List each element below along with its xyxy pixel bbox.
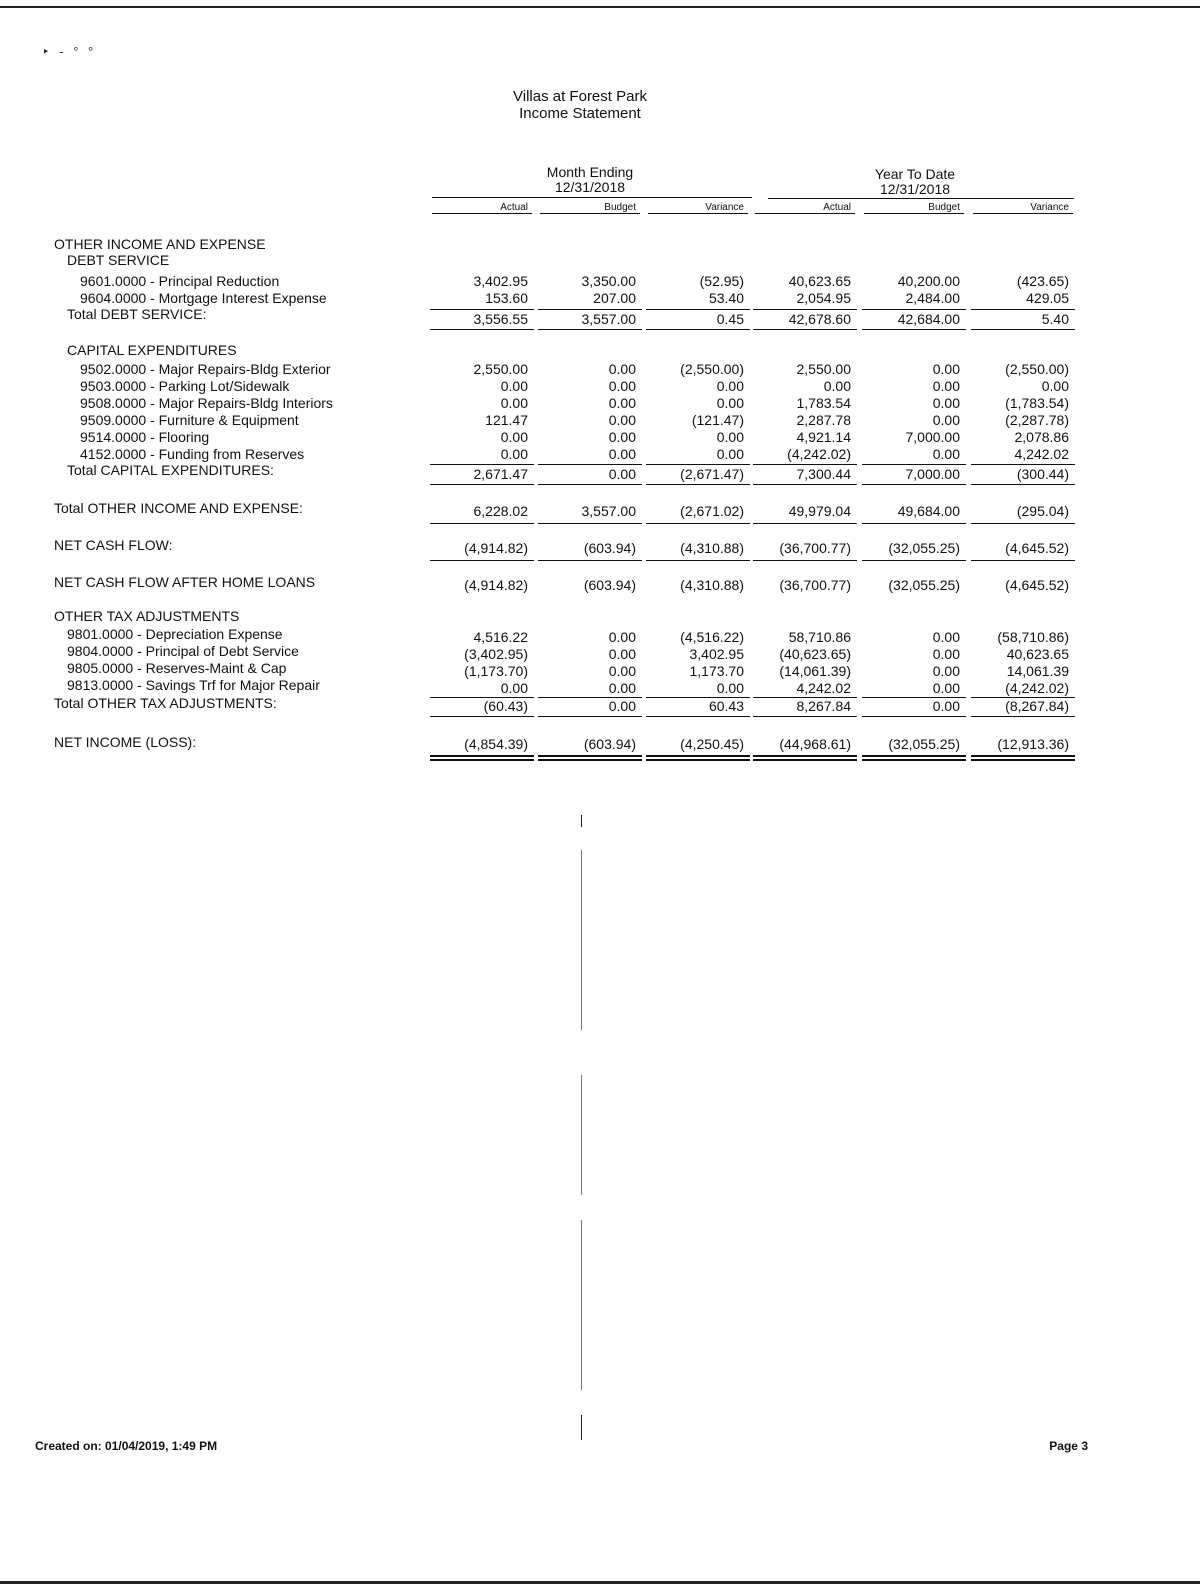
report-subtitle: Income Statement <box>519 105 641 122</box>
amount-cell: 121.47 <box>485 412 528 428</box>
total-amount-cell: 60.43 <box>708 698 744 714</box>
total-rule <box>862 523 966 524</box>
total-label: NET INCOME (LOSS): <box>54 734 197 750</box>
total-amount-cell: 0.45 <box>716 311 744 327</box>
amount-cell: (4,516.22) <box>680 629 744 645</box>
total-rule <box>971 484 1075 485</box>
total-amount-cell: 7,000.00 <box>905 466 960 482</box>
amount-cell: 40,623.65 <box>1006 646 1069 662</box>
total-rule <box>646 759 750 761</box>
amount-cell: 0.00 <box>932 629 960 645</box>
page-number: Page 3 <box>1049 1439 1088 1453</box>
amount-cell: 0.00 <box>608 646 636 662</box>
ytd-date: 12/31/2018 <box>879 181 951 197</box>
total-amount-cell: (603.94) <box>583 540 636 556</box>
total-rule <box>538 523 642 524</box>
total-rule <box>646 309 750 310</box>
total-rule <box>753 309 857 310</box>
total-amount-cell: 2,671.47 <box>473 466 528 482</box>
amount-cell: 0.00 <box>823 378 851 394</box>
row-label: 9502.0000 - Major Repairs-Bldg Exterior <box>80 361 331 377</box>
total-amount-cell: 3,557.00 <box>581 311 636 327</box>
column-header: Budget <box>604 202 636 213</box>
amount-cell: 0.00 <box>932 663 960 679</box>
total-amount-cell: 8,267.84 <box>796 698 851 714</box>
total-amount-cell: (32,055.25) <box>888 736 960 752</box>
amount-cell: 0.00 <box>608 429 636 445</box>
total-amount-cell: (300.44) <box>1016 466 1069 482</box>
total-amount-cell: (4,310.88) <box>680 577 744 593</box>
column-header-rule <box>973 213 1073 214</box>
amount-cell: 2,287.78 <box>796 412 851 428</box>
total-amount-cell: 49,684.00 <box>897 503 960 519</box>
row-label: 9503.0000 - Parking Lot/Sidewalk <box>80 378 290 394</box>
total-amount-cell: (2,671.02) <box>680 503 744 519</box>
total-amount-cell: 3,556.55 <box>473 311 528 327</box>
amount-cell: 3,402.95 <box>689 646 744 662</box>
amount-cell: 0.00 <box>608 361 636 377</box>
total-rule <box>646 484 750 485</box>
total-amount-cell: (4,854.39) <box>464 736 528 752</box>
amount-cell: 40,623.65 <box>788 273 851 289</box>
total-label: Total CAPITAL EXPENDITURES: <box>67 462 274 478</box>
total-amount-cell: (4,645.52) <box>1005 540 1069 556</box>
amount-cell: 0.00 <box>608 680 636 696</box>
total-amount-cell: (12,913.36) <box>997 736 1069 752</box>
total-rule <box>430 329 534 330</box>
total-rule <box>430 484 534 485</box>
total-amount-cell: (295.04) <box>1016 503 1069 519</box>
column-header: Variance <box>705 202 744 213</box>
ytd-label: Year To Date <box>874 166 956 182</box>
total-rule <box>753 329 857 330</box>
total-rule <box>971 464 1075 465</box>
amount-cell: 0.00 <box>500 680 528 696</box>
amount-cell: (3,402.95) <box>464 646 528 662</box>
row-label: 4152.0000 - Funding from Reserves <box>80 446 305 462</box>
amount-cell: 0.00 <box>500 446 528 462</box>
total-rule <box>538 759 642 761</box>
total-rule <box>753 716 857 717</box>
scan-artifact-line <box>581 850 582 1030</box>
amount-cell: 58,710.86 <box>788 629 851 645</box>
total-rule <box>430 755 534 757</box>
total-amount-cell: (4,310.88) <box>680 540 744 556</box>
amount-cell: 2,078.86 <box>1014 429 1069 445</box>
ytd-group-rule <box>768 198 1074 199</box>
amount-cell: 4,516.22 <box>473 629 528 645</box>
total-amount-cell: (4,645.52) <box>1005 577 1069 593</box>
total-rule <box>430 560 534 561</box>
amount-cell: 0.00 <box>1041 378 1069 394</box>
row-label: 9604.0000 - Mortgage Interest Expense <box>80 290 327 306</box>
amount-cell: 4,921.14 <box>796 429 851 445</box>
total-amount-cell: (4,250.45) <box>680 736 744 752</box>
amount-cell: 0.00 <box>608 378 636 394</box>
total-rule <box>862 329 966 330</box>
amount-cell: 0.00 <box>932 680 960 696</box>
column-header: Actual <box>823 202 851 213</box>
total-rule <box>862 464 966 465</box>
amount-cell: (14,061.39) <box>779 663 851 679</box>
scan-speck-marks: ‣ - ° ° <box>42 44 97 59</box>
scan-artifact-line <box>581 1075 582 1195</box>
column-header-rule <box>432 213 532 214</box>
row-label: 9508.0000 - Major Repairs-Bldg Interiors <box>80 395 333 411</box>
total-amount-cell: 42,684.00 <box>897 311 960 327</box>
amount-cell: 0.00 <box>716 680 744 696</box>
total-rule <box>753 464 857 465</box>
amount-cell: (1,783.54) <box>1005 395 1069 411</box>
total-rule <box>971 523 1075 524</box>
amount-cell: 0.00 <box>932 412 960 428</box>
total-amount-cell: (36,700.77) <box>779 577 851 593</box>
total-amount-cell: 49,979.04 <box>788 503 851 519</box>
amount-cell: 0.00 <box>608 446 636 462</box>
amount-cell: (52.95) <box>699 273 744 289</box>
total-amount-cell: (603.94) <box>583 736 636 752</box>
total-rule <box>430 309 534 310</box>
total-rule <box>753 759 857 761</box>
total-rule <box>971 759 1075 761</box>
column-header-rule <box>648 213 748 214</box>
total-amount-cell: 0.00 <box>932 698 960 714</box>
amount-cell: 0.00 <box>932 378 960 394</box>
total-rule <box>646 329 750 330</box>
amount-cell: 7,000.00 <box>905 429 960 445</box>
month-group-rule <box>432 197 752 198</box>
total-rule <box>753 523 857 524</box>
row-label: 9805.0000 - Reserves-Maint & Cap <box>67 660 287 676</box>
column-header: Actual <box>500 202 528 213</box>
scan-border-bottom <box>0 1581 1200 1584</box>
amount-cell: (58,710.86) <box>997 629 1069 645</box>
row-label: 9509.0000 - Furniture & Equipment <box>80 412 299 428</box>
amount-cell: 153.60 <box>485 290 528 306</box>
amount-cell: 0.00 <box>932 361 960 377</box>
total-rule <box>646 716 750 717</box>
total-rule <box>862 716 966 717</box>
total-rule <box>646 464 750 465</box>
total-amount-cell: 0.00 <box>608 466 636 482</box>
row-label: 9514.0000 - Flooring <box>80 429 210 445</box>
total-rule <box>538 309 642 310</box>
row-label: 9601.0000 - Principal Reduction <box>80 273 280 289</box>
total-amount-cell: (2,671.47) <box>680 466 744 482</box>
total-label: Total OTHER INCOME AND EXPENSE: <box>54 500 303 516</box>
amount-cell: (2,287.78) <box>1005 412 1069 428</box>
total-amount-cell: 42,678.60 <box>788 311 851 327</box>
amount-cell: 0.00 <box>932 646 960 662</box>
amount-cell: 429.05 <box>1026 290 1069 306</box>
total-rule <box>971 716 1075 717</box>
total-rule <box>862 759 966 761</box>
amount-cell: (4,242.02) <box>787 446 851 462</box>
amount-cell: 4,242.02 <box>796 680 851 696</box>
total-rule <box>430 716 534 717</box>
amount-cell: 0.00 <box>608 629 636 645</box>
total-amount-cell: 6,228.02 <box>473 503 528 519</box>
total-amount-cell: 7,300.44 <box>796 466 851 482</box>
column-header-rule <box>755 213 855 214</box>
total-rule <box>971 309 1075 310</box>
amount-cell: 0.00 <box>716 429 744 445</box>
amount-cell: 0.00 <box>716 378 744 394</box>
amount-cell: 2,484.00 <box>905 290 960 306</box>
amount-cell: 0.00 <box>500 429 528 445</box>
amount-cell: 53.40 <box>708 290 744 306</box>
amount-cell: 2,054.95 <box>796 290 851 306</box>
amount-cell: 207.00 <box>593 290 636 306</box>
total-rule <box>430 759 534 761</box>
subsection-title: CAPITAL EXPENDITURES <box>67 342 237 358</box>
column-header-rule <box>864 213 964 214</box>
amount-cell: (4,242.02) <box>1005 680 1069 696</box>
total-rule <box>538 464 642 465</box>
total-rule <box>862 560 966 561</box>
created-on: Created on: 01/04/2019, 1:49 PM <box>35 1439 218 1453</box>
amount-cell: 0.00 <box>608 412 636 428</box>
amount-cell: 1,173.70 <box>689 663 744 679</box>
total-label: Total OTHER TAX ADJUSTMENTS: <box>54 695 277 711</box>
amount-cell: 1,783.54 <box>796 395 851 411</box>
total-amount-cell: 3,557.00 <box>581 503 636 519</box>
total-rule <box>971 755 1075 757</box>
total-rule <box>538 755 642 757</box>
amount-cell: (423.65) <box>1016 273 1069 289</box>
total-rule <box>646 523 750 524</box>
total-rule <box>430 523 534 524</box>
amount-cell: (2,550.00) <box>680 361 744 377</box>
amount-cell: 2,550.00 <box>473 361 528 377</box>
total-amount-cell: 5.40 <box>1041 311 1069 327</box>
total-amount-cell: (4,914.82) <box>464 577 528 593</box>
row-label: 9813.0000 - Savings Trf for Major Repair <box>67 677 320 693</box>
amount-cell: 0.00 <box>932 395 960 411</box>
total-amount-cell: (32,055.25) <box>888 577 960 593</box>
total-rule <box>538 484 642 485</box>
total-rule <box>430 464 534 465</box>
total-rule <box>971 329 1075 330</box>
amount-cell: 2,550.00 <box>796 361 851 377</box>
amount-cell: 0.00 <box>608 395 636 411</box>
total-rule <box>862 309 966 310</box>
column-header: Budget <box>928 202 960 213</box>
total-rule <box>753 560 857 561</box>
amount-cell: (2,550.00) <box>1005 361 1069 377</box>
amount-cell: 0.00 <box>608 663 636 679</box>
amount-cell: 3,402.95 <box>473 273 528 289</box>
total-rule <box>753 484 857 485</box>
total-rule <box>538 716 642 717</box>
total-amount-cell: (44,968.61) <box>779 736 851 752</box>
total-label: NET CASH FLOW AFTER HOME LOANS <box>54 574 316 590</box>
amount-cell: (1,173.70) <box>464 663 528 679</box>
total-rule <box>646 755 750 757</box>
total-rule <box>646 560 750 561</box>
scan-artifact-line <box>581 815 582 827</box>
amount-cell: 0.00 <box>500 395 528 411</box>
total-rule <box>971 560 1075 561</box>
report-title: Villas at Forest Park <box>513 88 647 105</box>
total-amount-cell: (4,914.82) <box>464 540 528 556</box>
total-label: NET CASH FLOW: <box>54 537 173 553</box>
column-header-rule <box>540 213 640 214</box>
subsection-title: DEBT SERVICE <box>67 252 170 268</box>
row-label: 9801.0000 - Depreciation Expense <box>67 626 283 642</box>
amount-cell: (40,623.65) <box>779 646 851 662</box>
total-rule <box>862 484 966 485</box>
amount-cell: 0.00 <box>500 378 528 394</box>
section-title: OTHER TAX ADJUSTMENTS <box>54 608 240 624</box>
amount-cell: 40,200.00 <box>897 273 960 289</box>
scan-artifact-line <box>581 1220 582 1390</box>
amount-cell: (121.47) <box>691 412 744 428</box>
total-amount-cell: (32,055.25) <box>888 540 960 556</box>
total-label: Total DEBT SERVICE: <box>67 306 207 322</box>
total-rule <box>862 755 966 757</box>
total-rule <box>753 755 857 757</box>
amount-cell: 14,061.39 <box>1006 663 1069 679</box>
amount-cell: 0.00 <box>716 446 744 462</box>
section-title: OTHER INCOME AND EXPENSE <box>54 236 266 252</box>
month-ending-label: Month Ending <box>546 164 634 180</box>
total-rule <box>538 560 642 561</box>
amount-cell: 3,350.00 <box>581 273 636 289</box>
scan-artifact-line <box>581 1415 582 1440</box>
scan-border-top <box>0 6 1200 8</box>
total-rule <box>538 329 642 330</box>
month-ending-date: 12/31/2018 <box>554 179 626 195</box>
amount-cell: 0.00 <box>716 395 744 411</box>
total-amount-cell: 0.00 <box>608 698 636 714</box>
row-label: 9804.0000 - Principal of Debt Service <box>67 643 299 659</box>
total-amount-cell: (8,267.84) <box>1005 698 1069 714</box>
total-amount-cell: (603.94) <box>583 577 636 593</box>
amount-cell: 4,242.02 <box>1014 446 1069 462</box>
total-amount-cell: (36,700.77) <box>779 540 851 556</box>
total-amount-cell: (60.43) <box>483 698 528 714</box>
column-header: Variance <box>1030 202 1069 213</box>
amount-cell: 0.00 <box>932 446 960 462</box>
